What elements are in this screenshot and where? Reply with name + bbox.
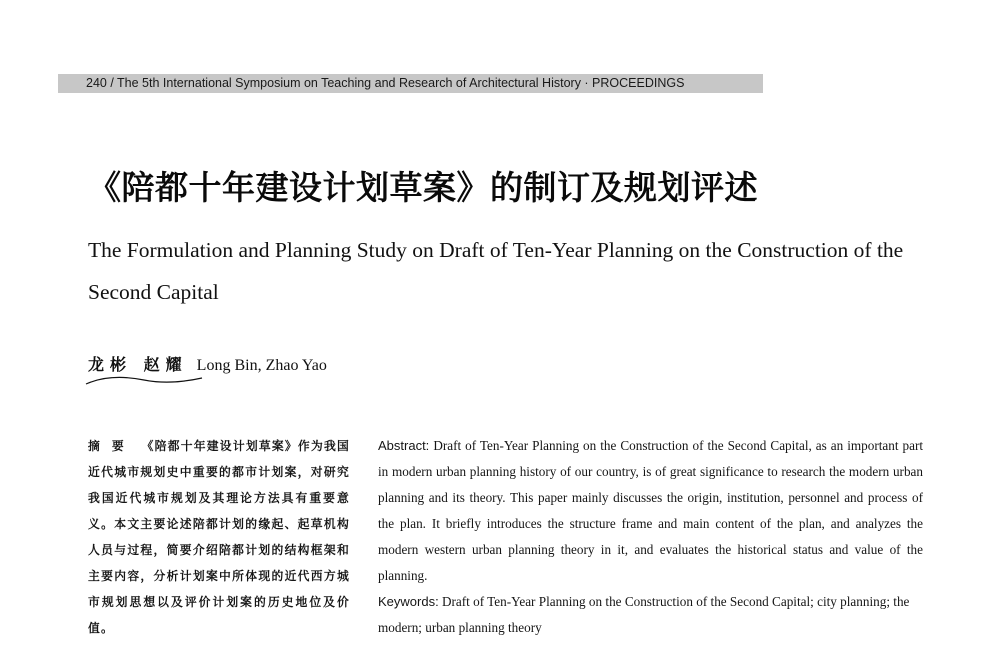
authors-chinese: 龙彬 赵耀 bbox=[88, 355, 188, 374]
chinese-abstract bbox=[88, 433, 350, 641]
english-abstract-label: Abstract: bbox=[378, 438, 430, 453]
running-header-text: 240 / The 5th International Symposium on Teaching and Research of Architectural History · PROCEEDINGS bbox=[86, 76, 685, 90]
running-header bbox=[58, 74, 763, 93]
chinese-title: 《陪都十年建设计划草案》的制订及规划评述 bbox=[88, 168, 758, 207]
author-underline bbox=[84, 372, 204, 386]
chinese-abstract-text: 《陪都十年建设计划草案》作为我国近代城市规划史中重要的都市计划案，对研究我国近代城市规划及其理论方法具有重要意义。本文主要论述陪都计划的缘起、起草机构人员与过程，简要介绍陪都计划的结构框架和主要内容，分析计划案中所体现的近代西方城市规划思想以及评价计划案的历史地位及价值。 bbox=[88, 439, 350, 635]
english-abstract bbox=[378, 433, 923, 589]
english-title: The Formulation and Planning Study on Draft of Ten-Year Planning on the Construction of the Second Capital bbox=[88, 238, 904, 304]
authors-english: Long Bin, Zhao Yao bbox=[196, 357, 327, 374]
english-abstract-text: Draft of Ten-Year Planning on the Construction of the Second Capital, as an important part in modern urban planning history of our country, is of great significance to research the modern urban planning and its theory. This paper mainly discusses the origin, institution, personnel and process of the plan. It briefly introduces the structure frame and main content of the plan, and analyzes the modern western urban planning theory in it, and evaluates the historical status and value of the planning. bbox=[378, 438, 924, 583]
chinese-abstract-label: 摘要 bbox=[88, 439, 136, 453]
english-keywords bbox=[378, 589, 923, 641]
keywords-label: Keywords: bbox=[378, 594, 439, 609]
keywords-text: Draft of Ten-Year Planning on the Construction of the Second Capital; city planning; the modern; urban planning theory bbox=[378, 594, 910, 635]
